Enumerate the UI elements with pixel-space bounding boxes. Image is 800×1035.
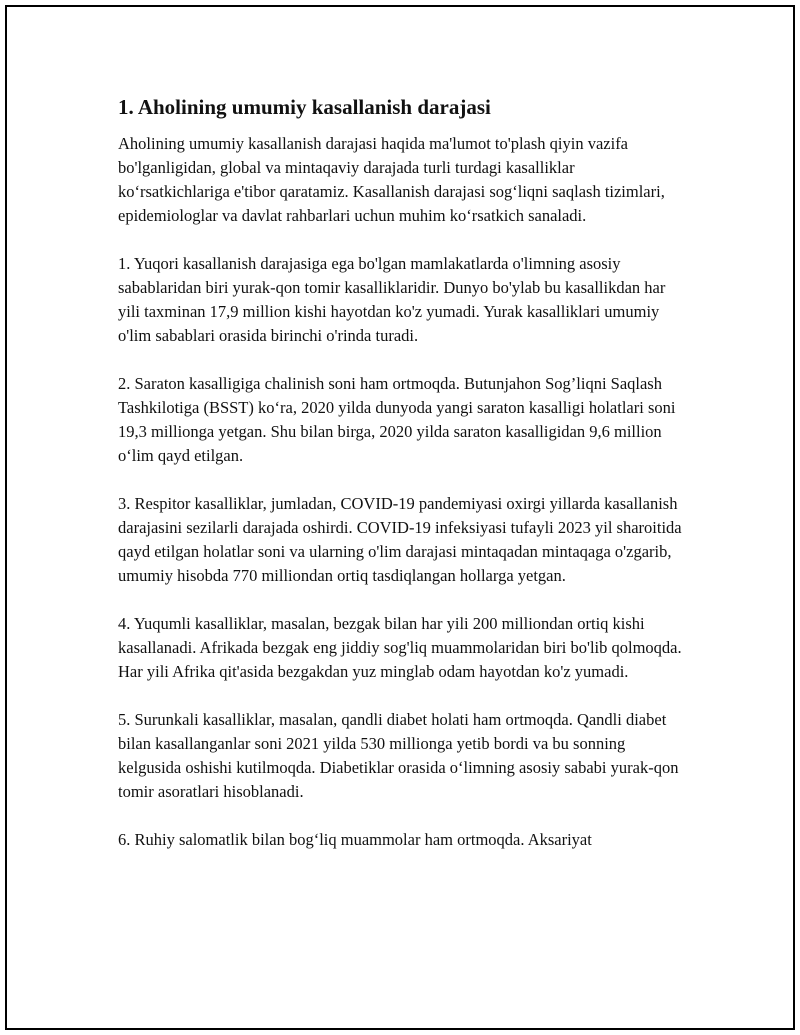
paragraph-3: 3. Respitor kasalliklar, jumladan, COVID-19 pandemiyasi oxirgi yillarda kasallanish darajasini sezilarli darajada oshirdi. COVID-19 infeksiyasi tufayli 2023 yil sharoitida qayd etilgan holatlar soni va ularning o'lim darajasi mintaqadan mintaqaga o'zgarib, umumiy hisobda 770 milliondan ortiq tasdiqlangan hollarga yetgan. — [118, 494, 682, 585]
paragraph-1: 1. Yuqori kasallanish darajasiga ega bo'lgan mamlakatlarda o'limning asosiy sabablaridan biri yurak-qon tomir kasalliklaridir. Dunyo bo'ylab bu kasallikdan har yili taxminan 17,9 million kishi hayotdan ko'z yumadi. Yurak kasalliklari umumiy o'lim sabablari orasida birinchi o'rinda turadi. — [118, 254, 666, 345]
paragraph-4: 4. Yuqumli kasalliklar, masalan, bezgak bilan har yili 200 milliondan ortiq kishi kasallanadi. Afrikada bezgak eng jiddiy sog'liq muammolaridan biri bo'lib qolmoqda. Har yili Afrika qit'asida bezgakdan yuz minglab odam hayotdan ko'z yumadi. — [118, 614, 682, 681]
section-heading: 1. Aholining umumiy kasallanish darajasi — [118, 95, 491, 119]
paragraph-5: 5. Surunkali kasalliklar, masalan, qandli diabet holati ham ortmoqda. Qandli diabet bilan kasallanganlar soni 2021 yilda 530 millionga yetib bordi va bu sonning kelgusida oshishi kutilmoqda. Diabetiklar orasida o‘limning asosiy sababi yurak-qon tomir asoratlari hisoblanadi. — [118, 710, 679, 801]
paragraph-2: 2. Saraton kasalligiga chalinish soni ham ortmoqda. Butunjahon Sog’liqni Saqlash Tashkilotiga (BSST) ko‘ra, 2020 yilda dunyoda yangi saraton kasalligi holatlari soni 19,3 millionga yetgan. Shu bilan birga, 2020 yilda saraton kasalligidan 9,6 million o‘lim qayd etilgan. — [118, 374, 676, 465]
paragraph-intro: Aholining umumiy kasallanish darajasi haqida ma'lumot to'plash qiyin vazifa bo'lganligidan, global va mintaqaviy darajada turli turdagi kasalliklar ko‘rsatkichlariga e'tibor qaratamiz. Kasallanish darajasi sog‘liqni saqlash tizimlari, epidemiologlar va davlat rahbarlari uchun muhim ko‘rsatkich sanaladi. — [118, 134, 665, 225]
document-body — [118, 94, 683, 876]
paragraph-6: 6. Ruhiy salomatlik bilan bog‘liq muammolar ham ortmoqda. Aksariyat — [118, 830, 592, 849]
